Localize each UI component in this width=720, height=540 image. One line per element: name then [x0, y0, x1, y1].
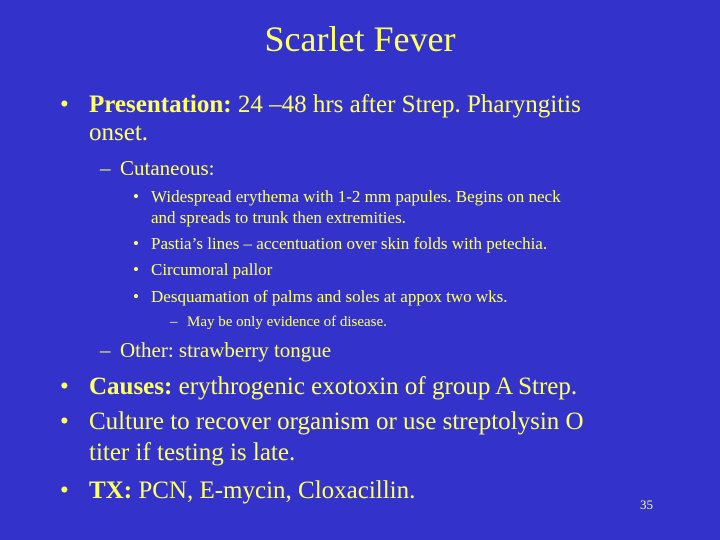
cutaneous-item-erythema-cont: and spreads to trunk then extremities.: [151, 208, 406, 227]
cutaneous-item-desquamation: Desquamation of palms and soles at appox two wks.: [151, 287, 508, 306]
page-number: 35: [640, 497, 653, 512]
dash-marker: –: [100, 338, 111, 362]
bullet-marker: •: [60, 477, 69, 504]
presentation-text-continued: onset.: [89, 119, 149, 146]
causes-text: erythrogenic exotoxin of group A Strep.: [178, 373, 578, 400]
causes-line: [89, 371, 577, 402]
dash-marker: –: [100, 156, 111, 180]
bullet-marker: •: [133, 234, 139, 253]
causes-label: Causes:: [89, 373, 173, 400]
bullet-marker: •: [60, 373, 69, 400]
cutaneous-item-pastia: Pastia’s lines – accentuation over skin folds with petechia.: [151, 234, 548, 253]
presentation-line: [89, 89, 581, 120]
presentation-text: 24 –48 hrs after Strep. Pharyngitis: [237, 91, 581, 118]
bullet-marker: •: [133, 260, 139, 279]
slide-title: Scarlet Fever: [264, 19, 456, 59]
dash-marker: –: [170, 314, 178, 330]
evidence-note: May be only evidence of disease.: [187, 314, 387, 330]
treatment-label: TX:: [89, 477, 133, 504]
cutaneous-item-erythema: Widespread erythema with 1-2 mm papules. Begins on neck: [151, 187, 561, 206]
cutaneous-item-pallor: Circumoral pallor: [151, 260, 273, 279]
culture-line-continued: titer if testing is late.: [89, 439, 296, 466]
treatment-text: PCN, E-mycin, Cloxacillin.: [138, 477, 416, 504]
bullet-marker: •: [133, 287, 139, 306]
bullet-marker: •: [133, 187, 139, 206]
bullet-marker: •: [60, 91, 69, 118]
treatment-line: [89, 475, 415, 506]
presentation-label: Presentation:: [89, 91, 232, 118]
other-line: Other: strawberry tongue: [120, 338, 332, 362]
bullet-marker: •: [60, 408, 69, 435]
culture-line: Culture to recover organism or use streptolysin O: [89, 408, 584, 435]
cutaneous-label: Cutaneous:: [120, 156, 215, 180]
